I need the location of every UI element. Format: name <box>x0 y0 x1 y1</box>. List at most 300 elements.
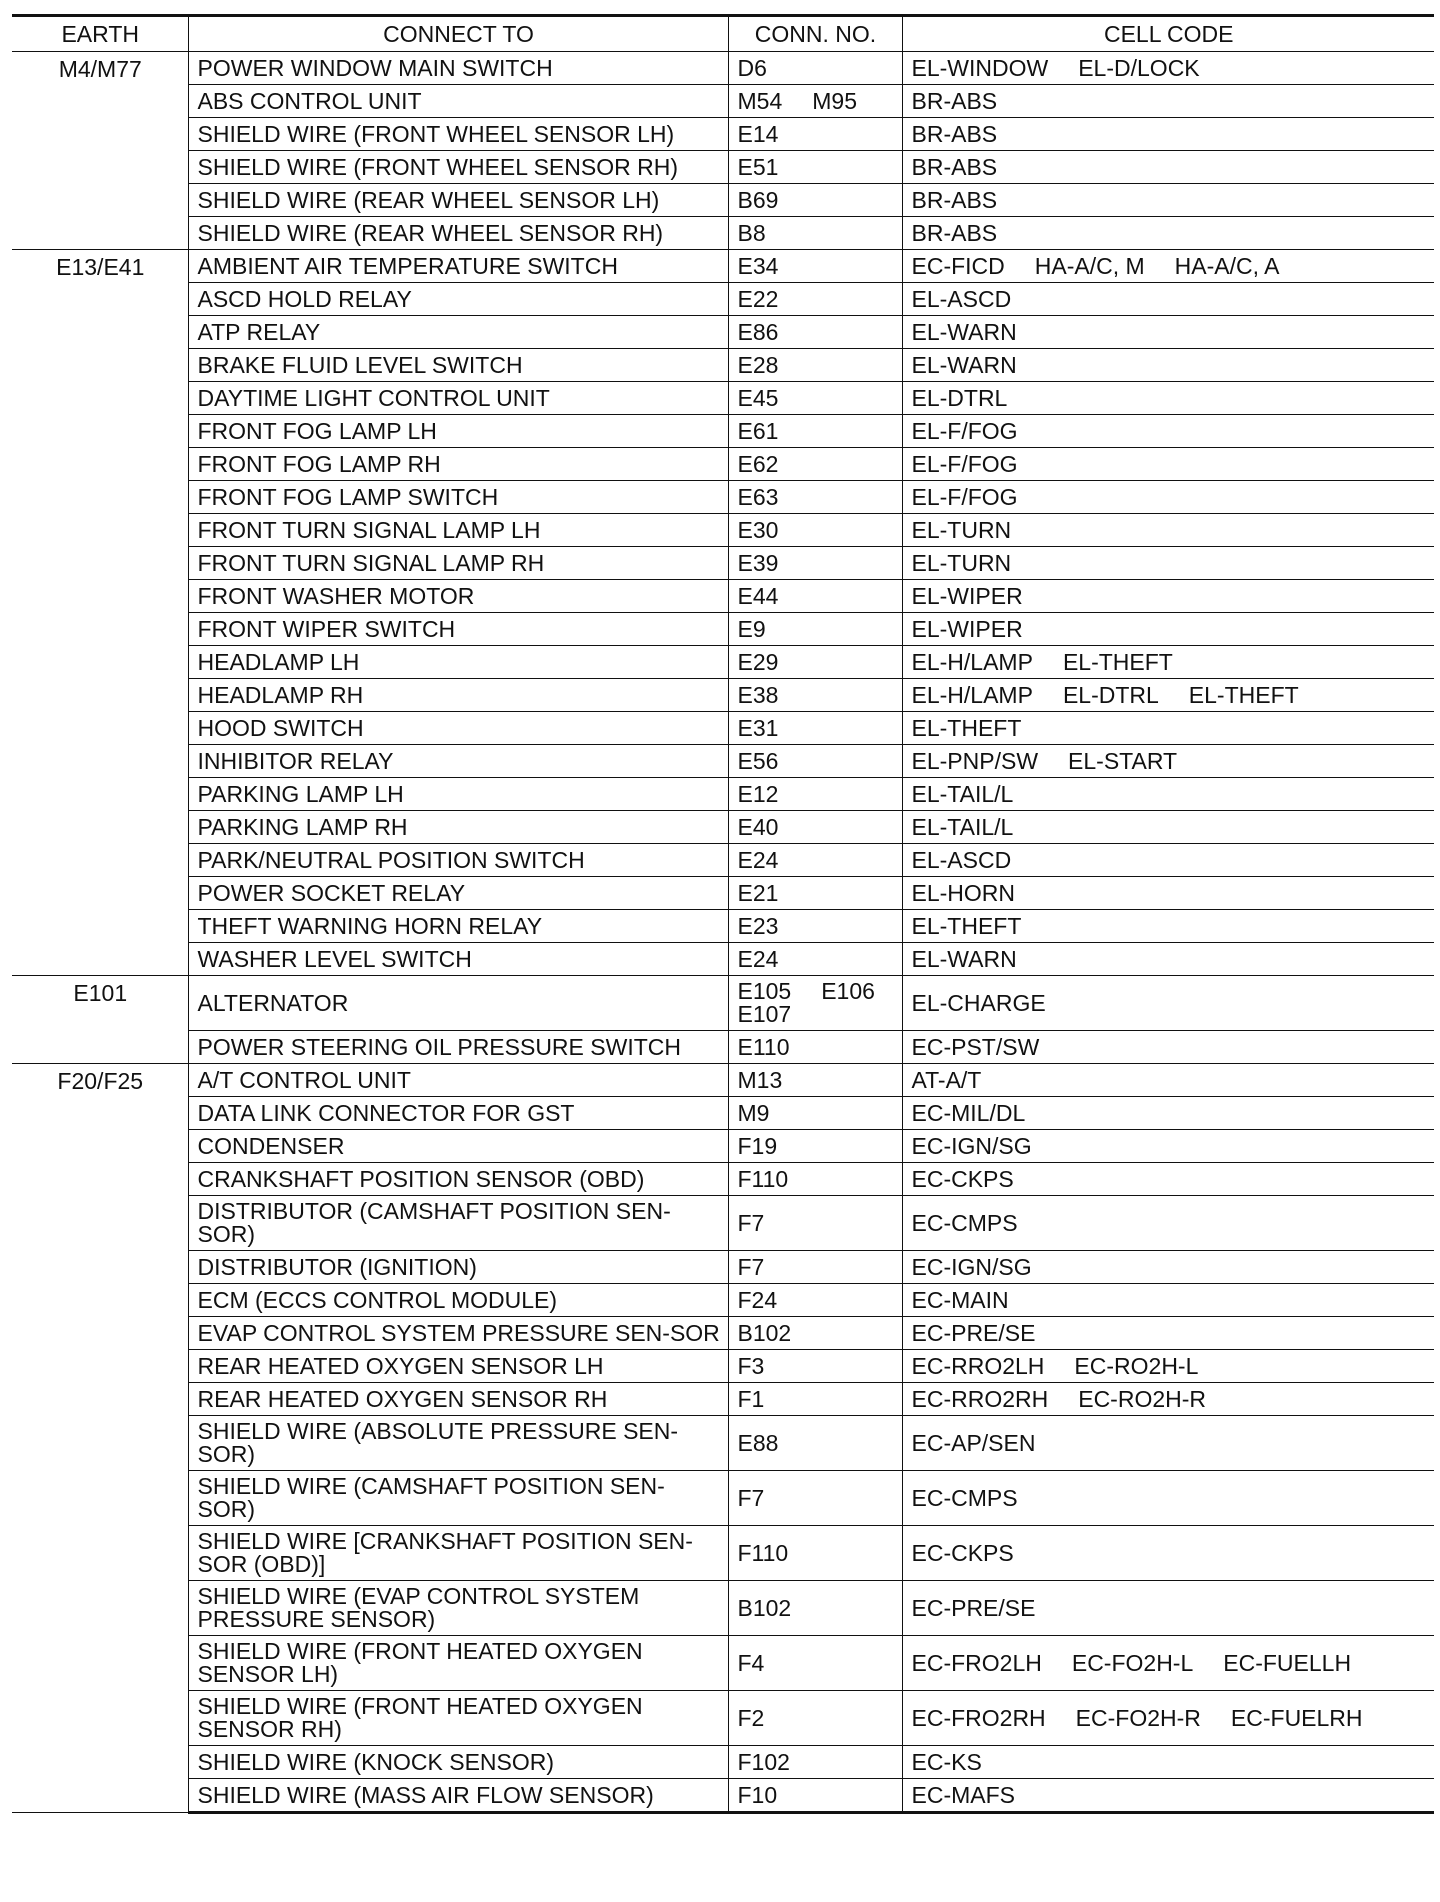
cell-code-cell <box>902 151 1434 184</box>
conn-no: F7 <box>737 1485 765 1511</box>
connect-to-cell: FRONT TURN SIGNAL LAMP RH <box>188 547 728 580</box>
conn-no: D6 <box>737 55 767 81</box>
cell-code: EC-IGN/SG <box>911 1254 1032 1280</box>
conn-no: F7 <box>737 1254 765 1280</box>
cell-code-cell <box>902 646 1434 679</box>
cell-code: EL-WINDOW <box>911 55 1049 81</box>
table-row <box>12 1196 1434 1251</box>
cell-code-cell <box>902 580 1434 613</box>
cell-code: EC-MIL/DL <box>911 1100 1026 1126</box>
table-row <box>12 118 1434 151</box>
cell-code-cell <box>902 745 1434 778</box>
cell-code-cell <box>902 1581 1434 1636</box>
conn-no-cell <box>728 217 902 250</box>
conn-no-cell <box>728 415 902 448</box>
connect-to-cell: CRANKSHAFT POSITION SENSOR (OBD) <box>188 1163 728 1196</box>
connect-to-cell: FRONT WASHER MOTOR <box>188 580 728 613</box>
connect-to-cell: DISTRIBUTOR (CAMSHAFT POSITION SEN-SOR) <box>188 1196 728 1251</box>
cell-code-cell <box>902 778 1434 811</box>
cell-code-cell <box>902 1779 1434 1813</box>
conn-no-cell <box>728 745 902 778</box>
conn-no: B102 <box>737 1320 792 1346</box>
conn-no-cell <box>728 52 902 85</box>
cell-code-cell <box>902 349 1434 382</box>
table-row <box>12 1097 1434 1130</box>
table-row <box>12 382 1434 415</box>
conn-no-cell <box>728 1317 902 1350</box>
conn-no-cell <box>728 382 902 415</box>
conn-no: E21 <box>737 880 779 906</box>
conn-no-cell <box>728 943 902 976</box>
conn-no: E23 <box>737 913 779 939</box>
conn-no-cell <box>728 1526 902 1581</box>
cell-code: EL-WIPER <box>911 616 1023 642</box>
cell-code: EL-WARN <box>911 946 1017 972</box>
conn-no-cell <box>728 778 902 811</box>
cell-code: EC-KS <box>911 1749 982 1775</box>
cell-code: EC-FO2H-R <box>1075 1705 1201 1731</box>
conn-no-cell <box>728 1746 902 1779</box>
cell-code: BR-ABS <box>911 121 998 147</box>
connect-to-cell: SHIELD WIRE [CRANKSHAFT POSITION SEN-SOR (OBD)] <box>188 1526 728 1581</box>
table-row <box>12 1383 1434 1416</box>
cell-code-cell <box>902 679 1434 712</box>
conn-no: M54 <box>737 88 783 114</box>
conn-no-cell <box>728 349 902 382</box>
cell-code-cell <box>902 1284 1434 1317</box>
connect-to-cell: SHIELD WIRE (FRONT HEATED OXYGEN SENSOR RH) <box>188 1691 728 1746</box>
conn-no-cell <box>728 1130 902 1163</box>
cell-code: BR-ABS <box>911 154 998 180</box>
cell-code: EL-START <box>1068 748 1178 774</box>
connect-to-cell: ALTERNATOR <box>188 976 728 1031</box>
conn-no: E61 <box>737 418 779 444</box>
table-body <box>12 52 1434 1813</box>
cell-code-cell <box>902 1350 1434 1383</box>
connect-to-cell: FRONT FOG LAMP SWITCH <box>188 481 728 514</box>
cell-code-cell <box>902 283 1434 316</box>
table-row <box>12 184 1434 217</box>
conn-no: F102 <box>737 1749 790 1775</box>
connect-to-cell: HEADLAMP RH <box>188 679 728 712</box>
conn-no-cell <box>728 184 902 217</box>
conn-no: F19 <box>737 1133 778 1159</box>
cell-code: EL-DTRL <box>911 385 1008 411</box>
cell-code: EL-WARN <box>911 319 1017 345</box>
cell-code-cell <box>902 382 1434 415</box>
connect-to-cell: SHIELD WIRE (FRONT WHEEL SENSOR LH) <box>188 118 728 151</box>
cell-code-cell <box>902 415 1434 448</box>
cell-code-cell <box>902 1471 1434 1526</box>
connect-to-cell: REAR HEATED OXYGEN SENSOR RH <box>188 1383 728 1416</box>
cell-code: EL-HORN <box>911 880 1016 906</box>
connect-to-cell: POWER WINDOW MAIN SWITCH <box>188 52 728 85</box>
conn-no: E40 <box>737 814 779 840</box>
cell-code: EC-FUELRH <box>1230 1705 1363 1731</box>
connect-to-cell: FRONT FOG LAMP RH <box>188 448 728 481</box>
cell-code-cell <box>902 910 1434 943</box>
cell-code: EL-ASCD <box>911 847 1012 873</box>
conn-no: E22 <box>737 286 779 312</box>
conn-no-cell <box>728 118 902 151</box>
earth-point-cell: E13/E41 <box>12 250 188 976</box>
connect-to-cell: FRONT FOG LAMP LH <box>188 415 728 448</box>
cell-code: EL-F/FOG <box>911 484 1018 510</box>
conn-no-cell <box>728 1691 902 1746</box>
cell-code: EL-TAIL/L <box>911 814 1014 840</box>
cell-code: BR-ABS <box>911 88 998 114</box>
cell-code: EL-H/LAMP <box>911 649 1033 675</box>
connect-to-cell: PARKING LAMP RH <box>188 811 728 844</box>
conn-no: M13 <box>737 1067 783 1093</box>
earth-point-table <box>12 14 1434 1814</box>
cell-code: HA-A/C, A <box>1174 253 1280 279</box>
cell-code: EC-IGN/SG <box>911 1133 1032 1159</box>
cell-code: EC-CKPS <box>911 1540 1014 1566</box>
table-row <box>12 481 1434 514</box>
conn-no: E30 <box>737 517 779 543</box>
connect-to-cell: DATA LINK CONNECTOR FOR GST <box>188 1097 728 1130</box>
table-row <box>12 1251 1434 1284</box>
table-row <box>12 1581 1434 1636</box>
conn-no: E38 <box>737 682 779 708</box>
cell-code: EC-FO2H-L <box>1071 1650 1194 1676</box>
connect-to-cell: PARKING LAMP LH <box>188 778 728 811</box>
conn-no-cell <box>728 580 902 613</box>
table-row <box>12 910 1434 943</box>
cell-code: AT-A/T <box>911 1067 982 1093</box>
table-row <box>12 1636 1434 1691</box>
connect-to-cell: DAYTIME LIGHT CONTROL UNIT <box>188 382 728 415</box>
connect-to-cell: SHIELD WIRE (EVAP CONTROL SYSTEM PRESSURE SENSOR) <box>188 1581 728 1636</box>
conn-no: E39 <box>737 550 779 576</box>
conn-no-cell <box>728 283 902 316</box>
conn-no-cell <box>728 514 902 547</box>
connect-to-cell: SHIELD WIRE (KNOCK SENSOR) <box>188 1746 728 1779</box>
cell-code: EL-ASCD <box>911 286 1012 312</box>
cell-code: EC-FICD <box>911 253 1005 279</box>
table-row <box>12 1130 1434 1163</box>
conn-no: E107 <box>737 1001 792 1027</box>
conn-no: F110 <box>737 1540 789 1566</box>
connect-to-cell: ECM (ECCS CONTROL MODULE) <box>188 1284 728 1317</box>
conn-no: E56 <box>737 748 779 774</box>
cell-code: EL-TURN <box>911 517 1012 543</box>
cell-code: EC-MAFS <box>911 1782 1015 1808</box>
cell-code-cell <box>902 976 1434 1031</box>
conn-no: E63 <box>737 484 779 510</box>
cell-code-cell <box>902 118 1434 151</box>
cell-code-cell <box>902 481 1434 514</box>
connect-to-cell: SHIELD WIRE (CAMSHAFT POSITION SEN-SOR) <box>188 1471 728 1526</box>
cell-code: EC-MAIN <box>911 1287 1009 1313</box>
header-earth: EARTH <box>12 16 188 52</box>
table-row <box>12 283 1434 316</box>
connect-to-cell: WASHER LEVEL SWITCH <box>188 943 728 976</box>
cell-code-cell <box>902 877 1434 910</box>
cell-code: EL-DTRL <box>1062 682 1159 708</box>
conn-no-cell <box>728 976 902 1031</box>
conn-no: B102 <box>737 1595 792 1621</box>
conn-no-cell <box>728 1031 902 1064</box>
earth-point-cell: E101 <box>12 976 188 1064</box>
connect-to-cell: SHIELD WIRE (REAR WHEEL SENSOR RH) <box>188 217 728 250</box>
conn-no-cell <box>728 1581 902 1636</box>
connect-to-cell: SHIELD WIRE (FRONT HEATED OXYGEN SENSOR LH) <box>188 1636 728 1691</box>
connect-to-cell: ABS CONTROL UNIT <box>188 85 728 118</box>
conn-no: E51 <box>737 154 779 180</box>
cell-code-cell <box>902 514 1434 547</box>
table-row <box>12 778 1434 811</box>
table-row <box>12 811 1434 844</box>
cell-code: EL-THEFT <box>1062 649 1173 675</box>
cell-code-cell <box>902 1251 1434 1284</box>
connect-to-cell: ATP RELAY <box>188 316 728 349</box>
cell-code: EL-TAIL/L <box>911 781 1014 807</box>
cell-code: BR-ABS <box>911 220 998 246</box>
conn-no-cell <box>728 1416 902 1471</box>
table-row <box>12 250 1434 283</box>
conn-no: E62 <box>737 451 779 477</box>
connect-to-cell: REAR HEATED OXYGEN SENSOR LH <box>188 1350 728 1383</box>
conn-no-cell <box>728 151 902 184</box>
conn-no-cell <box>728 250 902 283</box>
table-row <box>12 1471 1434 1526</box>
cell-code: EL-D/LOCK <box>1078 55 1200 81</box>
table-row <box>12 646 1434 679</box>
cell-code: EC-RO2H-R <box>1078 1386 1207 1412</box>
cell-code-cell <box>902 1416 1434 1471</box>
cell-code: EL-F/FOG <box>911 451 1018 477</box>
conn-no-cell <box>728 1284 902 1317</box>
cell-code: EC-PRE/SE <box>911 1595 1036 1621</box>
connect-to-cell: AMBIENT AIR TEMPERATURE SWITCH <box>188 250 728 283</box>
conn-no: E14 <box>737 121 779 147</box>
conn-no: E28 <box>737 352 779 378</box>
cell-code-cell <box>902 316 1434 349</box>
cell-code-cell <box>902 613 1434 646</box>
conn-no: F7 <box>737 1210 765 1236</box>
conn-no: E86 <box>737 319 779 345</box>
table-row <box>12 151 1434 184</box>
connect-to-cell: EVAP CONTROL SYSTEM PRESSURE SEN-SOR <box>188 1317 728 1350</box>
conn-no-cell <box>728 712 902 745</box>
cell-code-cell <box>902 1130 1434 1163</box>
conn-no: E29 <box>737 649 779 675</box>
conn-no: E12 <box>737 781 779 807</box>
conn-no-cell <box>728 1471 902 1526</box>
conn-no-cell <box>728 1064 902 1097</box>
earth-point-cell: F20/F25 <box>12 1064 188 1813</box>
cell-code: EC-FUELLH <box>1223 1650 1352 1676</box>
cell-code-cell <box>902 1097 1434 1130</box>
conn-no-cell <box>728 85 902 118</box>
conn-no-cell <box>728 910 902 943</box>
cell-code: EL-CHARGE <box>911 990 1046 1016</box>
conn-no: E45 <box>737 385 779 411</box>
table-row <box>12 1064 1434 1097</box>
header-row <box>12 16 1434 52</box>
table-row <box>12 1779 1434 1813</box>
cell-code: EL-THEFT <box>911 715 1022 741</box>
conn-no-cell <box>728 1383 902 1416</box>
connect-to-cell: POWER SOCKET RELAY <box>188 877 728 910</box>
table-row <box>12 448 1434 481</box>
table-row <box>12 1416 1434 1471</box>
conn-no-cell <box>728 481 902 514</box>
connect-to-cell: SHIELD WIRE (ABSOLUTE PRESSURE SEN-SOR) <box>188 1416 728 1471</box>
connect-to-cell: PARK/NEUTRAL POSITION SWITCH <box>188 844 728 877</box>
table-row <box>12 712 1434 745</box>
cell-code-cell <box>902 844 1434 877</box>
table-row <box>12 844 1434 877</box>
conn-no-cell <box>728 1163 902 1196</box>
cell-code: EL-H/LAMP <box>911 682 1033 708</box>
cell-code-cell <box>902 217 1434 250</box>
conn-no: E88 <box>737 1430 779 1456</box>
connect-to-cell: A/T CONTROL UNIT <box>188 1064 728 1097</box>
cell-code: EC-FRO2LH <box>911 1650 1042 1676</box>
conn-no: E24 <box>737 847 779 873</box>
connect-to-cell: DISTRIBUTOR (IGNITION) <box>188 1251 728 1284</box>
cell-code: EL-WARN <box>911 352 1017 378</box>
connect-to-cell: BRAKE FLUID LEVEL SWITCH <box>188 349 728 382</box>
table-row <box>12 1031 1434 1064</box>
table-row <box>12 976 1434 1031</box>
table-row <box>12 217 1434 250</box>
conn-no-cell <box>728 316 902 349</box>
connect-to-cell: THEFT WARNING HORN RELAY <box>188 910 728 943</box>
connect-to-cell: FRONT TURN SIGNAL LAMP LH <box>188 514 728 547</box>
conn-no: E9 <box>737 616 766 642</box>
connect-to-cell: CONDENSER <box>188 1130 728 1163</box>
connect-to-cell: INHIBITOR RELAY <box>188 745 728 778</box>
cell-code-cell <box>902 1691 1434 1746</box>
conn-no: E110 <box>737 1034 790 1060</box>
cell-code: EL-TURN <box>911 550 1012 576</box>
earth-point-table-sheet <box>12 14 1434 1814</box>
connect-to-cell: SHIELD WIRE (FRONT WHEEL SENSOR RH) <box>188 151 728 184</box>
cell-code: EL-THEFT <box>1188 682 1299 708</box>
connect-to-cell: POWER STEERING OIL PRESSURE SWITCH <box>188 1031 728 1064</box>
cell-code-cell <box>902 1064 1434 1097</box>
table-row <box>12 1284 1434 1317</box>
conn-no: F3 <box>737 1353 765 1379</box>
table-row <box>12 316 1434 349</box>
connect-to-cell: FRONT WIPER SWITCH <box>188 613 728 646</box>
table-row <box>12 547 1434 580</box>
header-connect-to: CONNECT TO <box>188 16 728 52</box>
cell-code: HA-A/C, M <box>1034 253 1145 279</box>
cell-code-cell <box>902 712 1434 745</box>
cell-code-cell <box>902 184 1434 217</box>
table-row <box>12 1163 1434 1196</box>
cell-code: EC-CMPS <box>911 1210 1018 1236</box>
conn-no-cell <box>728 811 902 844</box>
table-row <box>12 1691 1434 1746</box>
table-row <box>12 1526 1434 1581</box>
conn-no-cell <box>728 1779 902 1813</box>
cell-code-cell <box>902 943 1434 976</box>
conn-no: F4 <box>737 1650 765 1676</box>
connect-to-cell: SHIELD WIRE (REAR WHEEL SENSOR LH) <box>188 184 728 217</box>
table-row <box>12 514 1434 547</box>
cell-code-cell <box>902 1163 1434 1196</box>
cell-code: EC-AP/SEN <box>911 1430 1036 1456</box>
cell-code: EL-PNP/SW <box>911 748 1039 774</box>
conn-no-cell <box>728 1251 902 1284</box>
conn-no: M95 <box>812 88 857 114</box>
conn-no: F110 <box>737 1166 789 1192</box>
conn-no-cell <box>728 448 902 481</box>
conn-no: B8 <box>737 220 766 246</box>
cell-code: EC-RO2H-L <box>1074 1353 1199 1379</box>
cell-code-cell <box>902 811 1434 844</box>
cell-code: EC-PST/SW <box>911 1034 1040 1060</box>
cell-code-cell <box>902 85 1434 118</box>
cell-code: EC-FRO2RH <box>911 1705 1046 1731</box>
header-cell-code: CELL CODE <box>902 16 1434 52</box>
cell-code-cell <box>902 1317 1434 1350</box>
conn-no-cell <box>728 1097 902 1130</box>
conn-no: F1 <box>737 1386 765 1412</box>
conn-no-cell <box>728 1350 902 1383</box>
cell-code-cell <box>902 1746 1434 1779</box>
cell-code-cell <box>902 448 1434 481</box>
conn-no: E106 <box>821 978 875 1004</box>
table-row <box>12 415 1434 448</box>
cell-code: EC-RRO2LH <box>911 1353 1045 1379</box>
conn-no-cell <box>728 1636 902 1691</box>
table-row <box>12 877 1434 910</box>
cell-code: EC-CKPS <box>911 1166 1014 1192</box>
connect-to-cell: HEADLAMP LH <box>188 646 728 679</box>
table-row <box>12 580 1434 613</box>
cell-code-cell <box>902 1526 1434 1581</box>
header-conn-no: CONN. NO. <box>728 16 902 52</box>
conn-no: E44 <box>737 583 779 609</box>
table-row <box>12 85 1434 118</box>
table-row <box>12 1746 1434 1779</box>
earth-point-cell: M4/M77 <box>12 52 188 250</box>
conn-no: F24 <box>737 1287 778 1313</box>
connect-to-cell: SHIELD WIRE (MASS AIR FLOW SENSOR) <box>188 1779 728 1813</box>
conn-no: E34 <box>737 253 779 279</box>
cell-code-cell <box>902 1636 1434 1691</box>
conn-no: E105 <box>737 978 792 1004</box>
conn-no: B69 <box>737 187 779 213</box>
conn-no-cell <box>728 1196 902 1251</box>
conn-no-cell <box>728 844 902 877</box>
cell-code-cell <box>902 1383 1434 1416</box>
cell-code: EC-RRO2RH <box>911 1386 1049 1412</box>
conn-no-cell <box>728 877 902 910</box>
conn-no: F2 <box>737 1705 765 1731</box>
cell-code-cell <box>902 52 1434 85</box>
cell-code-cell <box>902 250 1434 283</box>
table-row <box>12 745 1434 778</box>
cell-code-cell <box>902 1031 1434 1064</box>
table-row <box>12 679 1434 712</box>
table-row <box>12 349 1434 382</box>
table-row <box>12 613 1434 646</box>
table-row <box>12 1317 1434 1350</box>
cell-code: EC-PRE/SE <box>911 1320 1036 1346</box>
conn-no-cell <box>728 646 902 679</box>
table-row <box>12 1350 1434 1383</box>
cell-code: EL-THEFT <box>911 913 1022 939</box>
conn-no-cell <box>728 613 902 646</box>
